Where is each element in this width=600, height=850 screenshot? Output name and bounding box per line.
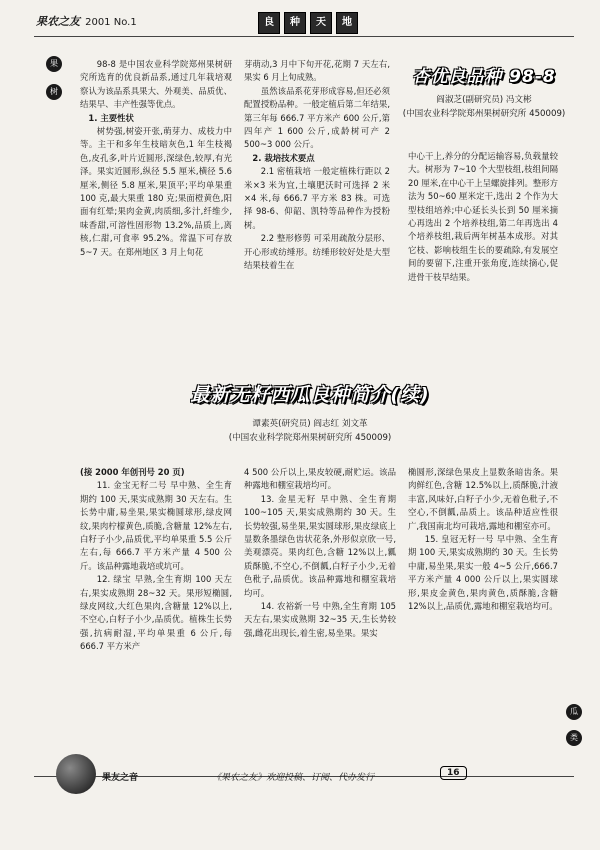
article1-title-block [394, 62, 574, 119]
article2-authors: 谭素英(研究员) 阎志红 刘文革 [252, 419, 368, 429]
section-heading: 2. 栽培技术要点 [252, 152, 315, 163]
footer-left: 果友之音 [102, 773, 139, 783]
side-badge: 树 [46, 84, 62, 100]
article2-col1 [80, 466, 232, 654]
article1-col1 [80, 58, 232, 259]
section-heading: 1. 主要性状 [88, 112, 134, 123]
section-tab: 种 [284, 12, 306, 34]
section-tab: 良 [258, 12, 280, 34]
paragraph: 15. 皇冠无籽一号 早中熟、全生育期 100 天,果实成熟期约 30 天。生长势中庸,易坐果,果实一般 4~5 公斤,666.7 平方米产量 4 000 公斤以上,果实圆球形,果皮金黄色,果肉黄色,质酥脆,含糖 12%以上,品质优,露地和棚室栽培均可。 [408, 534, 558, 612]
magazine-logo [36, 10, 137, 29]
magazine-name: 果农之友 [36, 15, 80, 28]
article1-col3 [408, 150, 558, 284]
paragraph: 12. 绿宝 早熟,全生育期 100 天左右,果实成熟期 28~32 天。果形短椭圆,绿皮网纹,大红色果肉,含糖量 12%以上,不空心,白籽子小少,品质优。植株生长势强,抗病耐湿,平均单果重 6 公斤,每 666.7 平方米产 [80, 574, 232, 652]
article1-affiliation: (中国农业科学院郑州果树研究所 450009) [402, 109, 566, 119]
article2-affiliation: (中国农业科学院郑州果树研究所 450009) [228, 433, 392, 443]
article1-authors: 阎淑芝(副研究员) 冯文彬 [436, 95, 532, 105]
paragraph: 2.1 密植栽培 一般定植株行距以 2 米×3 米为宜,土壤肥沃时可选择 2 米×4 米,每 666.7 平方米 83 株。可选择 98-6、仰韶、凯特等品种作为授粉树。 [244, 166, 390, 230]
fruit-icon [56, 754, 96, 794]
paragraph: 98-8 是中国农业科学院郑州果树研究所选育的优良新品系,通过几年栽培观察认为该品系具果大、外观美、品质优、结果早、丰产性强等优点。 [80, 59, 232, 110]
paragraph: 11. 金宝无籽二号 早中熟、全生育期约 100 天,果实成熟期 30 天左右。生长势中庸,易坐果,果实椭圆球形,绿皮网纹,果肉柠檬黄色,质脆,含糖量 12%左右,白籽子小少,品质优,平均单果重 5.5 公斤左右,每 666.7 平方米产量 4 500 公斤。该品种露地栽培或坑可。 [80, 480, 232, 571]
side-badge: 瓜 [566, 704, 582, 720]
article2-title-block [70, 380, 550, 443]
issue-number: 2001 No.1 [85, 17, 137, 28]
article2-col3 [408, 466, 558, 613]
paragraph: 树势强,树姿开张,萌芽力、成枝力中等。主干和多年生枝暗灰色,1 年生枝褐色,皮孔多,叶片近圆形,深绿色,较厚,有光泽。果实近圆形,纵径 5.5 厘米,横径 5.6 厘米,侧径 5.8 厘米,果顶平;平均单果重 100 克,最大果重 180 克;果面橙黄色,阳面有红晕;果肉金黄,肉质细,多汁,纤维少,味香甜,可溶性固形物 13.2%,品质上,离核,仁甜,可食率 95.2%。常温下可存放 5~7 天。在郑州地区 3 月上旬花 [80, 126, 232, 257]
paragraph: 芽萌动,3 月中下旬开花,花期 7 天左右,果实 6 月上旬成熟。 [244, 59, 390, 83]
side-badge: 类 [566, 730, 582, 746]
paragraph: 4 500 公斤以上,果皮较硬,耐贮运。该品种露地和棚室栽培均可。 [244, 467, 396, 491]
continued-note: (接 2000 年创刊号 20 页) [80, 467, 185, 477]
side-label-bottom [566, 704, 582, 746]
side-badge: 果 [46, 56, 62, 72]
article2-col2 [244, 466, 396, 640]
paragraph: 中心干上,养分的分配运输容易,负载量较大。树形为 7~10 个大型枝组,枝组间隔 20 厘米,在中心干上呈螺旋排列。整形方法为 50~60 厘米定干,选出 2 个作为大型枝组培养;中心延长头长到 50 厘米摘心再选出 2 个培养枝组,第二年再选出 4 个培养枝组,栽后两年树基本成形。对其它枝、影响枝组生长的要疏除,有发展空间的要留下,注重开张角度,连续摘心,促进骨干枝早结果。 [408, 151, 558, 282]
paragraph: 2.2 整形修剪 可采用疏散分层形、开心形或纺缍形。纺缍形较好处是大型结果枝着生在 [244, 233, 390, 271]
article2-title: 最新无籽西瓜良种简介(续) [190, 384, 430, 406]
side-label-top [46, 56, 62, 100]
section-tab: 天 [310, 12, 332, 34]
header-rule [34, 36, 574, 37]
section-tabs [258, 12, 358, 34]
footer-center: 《果农之友》欢迎投稿、订阅、代办发行 [212, 773, 375, 783]
article1-col2 [244, 58, 390, 273]
paragraph: 13. 金星无籽 早中熟、全生育期 100~105 天,果实成熟期约 30 天。生长势较强,易坐果,果实圆球形,果皮绿底上显数条墨绿色齿状花条,外形似京欣一号,美观漂亮。果肉红色,含糖 12%以上,瓤质酥脆,不空心,不倒瓤,白籽子小少,无着色秕子,品质优。该品种露地和棚室栽培均可。 [244, 493, 396, 598]
section-tab: 地 [336, 12, 358, 34]
paragraph: 虽然该品系花芽形成容易,但还必须配置授粉品种。一般定植后第二年结果,第三年每 666.7 平方米产 600 公斤,第四年产 1 600 公斤,成龄树可产 2 500~3 000 公斤。 [244, 85, 390, 150]
page-number: 16 [440, 766, 467, 780]
article1-title: 杏优良品种 98-8 [412, 67, 556, 87]
paragraph: 14. 农裕新一号 中熟,全生育期 105 天左右,果实成熟期 32~35 天,生长势较强,雌花出现长,着生密,易坐果。果实 [244, 601, 396, 638]
paragraph: 椭圆形,深绿色果皮上显数条暗齿条。果肉鲜红色,含糖 12.5%以上,质酥脆,汁液丰富,风味好,白籽子小少,无着色秕子,不空心,不倒瓤,品质上。该品种适应性很广,我国南北均可栽培,露地和棚室亦可。 [408, 467, 558, 531]
